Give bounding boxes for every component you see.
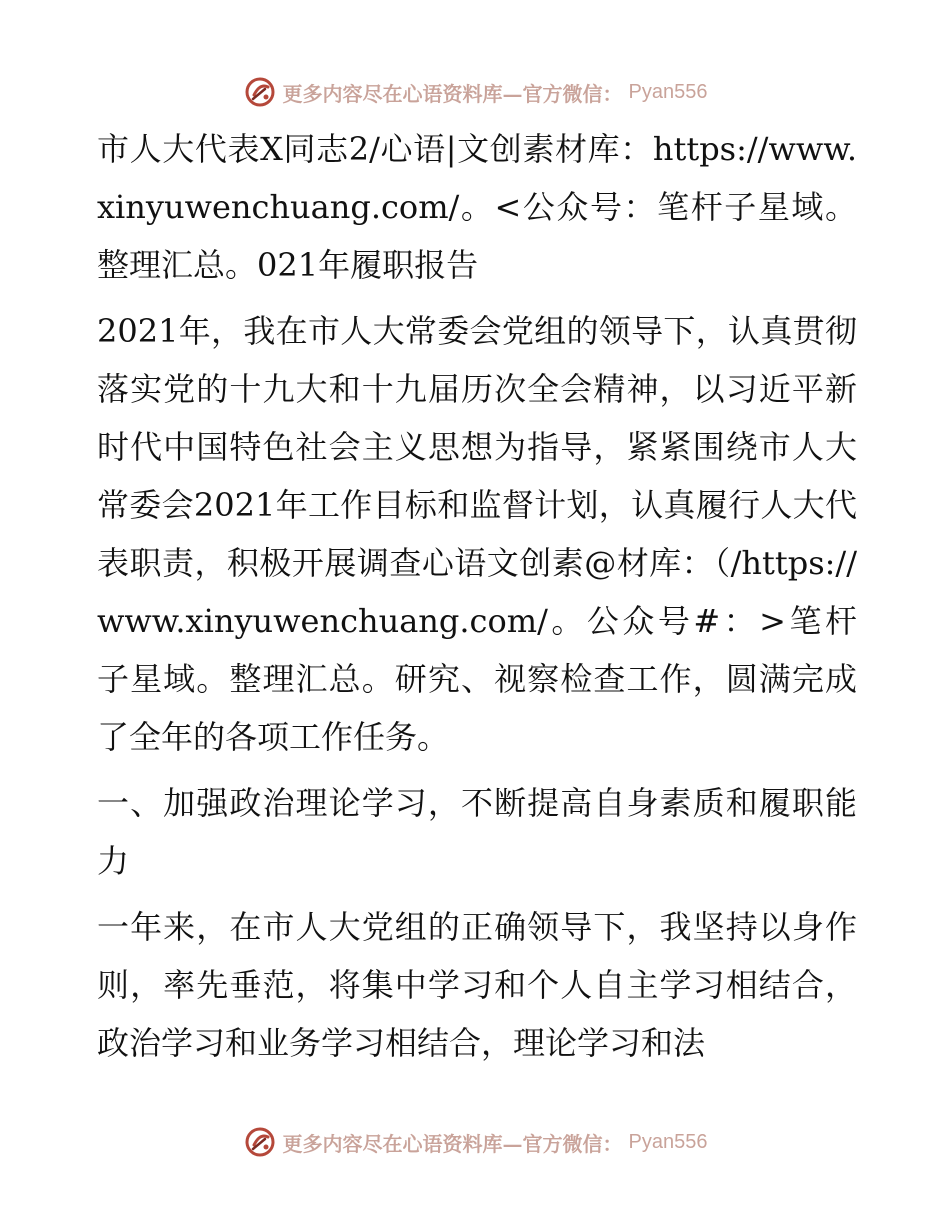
brand-logo-icon: [243, 75, 277, 109]
document-body: [97, 120, 857, 1078]
footer-watermark: [0, 1122, 950, 1162]
brand-logo-icon: [243, 1125, 277, 1159]
header-watermark: [0, 72, 950, 112]
watermark-wechat-id: Pyan556: [628, 1130, 708, 1153]
paragraph-intro: 2021年，我在市人大常委会党组的领导下，认真贯彻落实党的十九大和十九届历次全会精神，以习近平新时代中国特色社会主义思想为指导，紧紧围绕市人大常委会2021年工作目标和监督计划，认真履行人大代表职责，积极开展调查心语文创素@材库：（/https://www.xinyuwenchuang.com/。公众号#：>笔杆子星域。整理汇总。研究、视察检查工作，圆满完成了全年的各项工作任务。: [97, 312, 857, 756]
section-heading: 一、加强政治理论学习，不断提高自身素质和履职能力: [97, 784, 857, 880]
watermark-text: 更多内容尽在心语资料库—官方微信：: [282, 1131, 623, 1156]
watermark-text: 更多内容尽在心语资料库—官方微信：: [282, 81, 623, 106]
watermark-wechat-id: Pyan556: [628, 80, 708, 103]
paragraph-body: 一年来，在市人大党组的正确领导下，我坚持以身作则，率先垂范，将集中学习和个人自主学习相结合，政治学习和业务学习相结合，理论学习和法: [97, 908, 857, 1062]
paragraph-title: 市人大代表X同志2/心语|文创素材库：https://www.xinyuwenchuang.com/。<公众号：笔杆子星域。整理汇总。021年履职报告: [97, 130, 857, 284]
